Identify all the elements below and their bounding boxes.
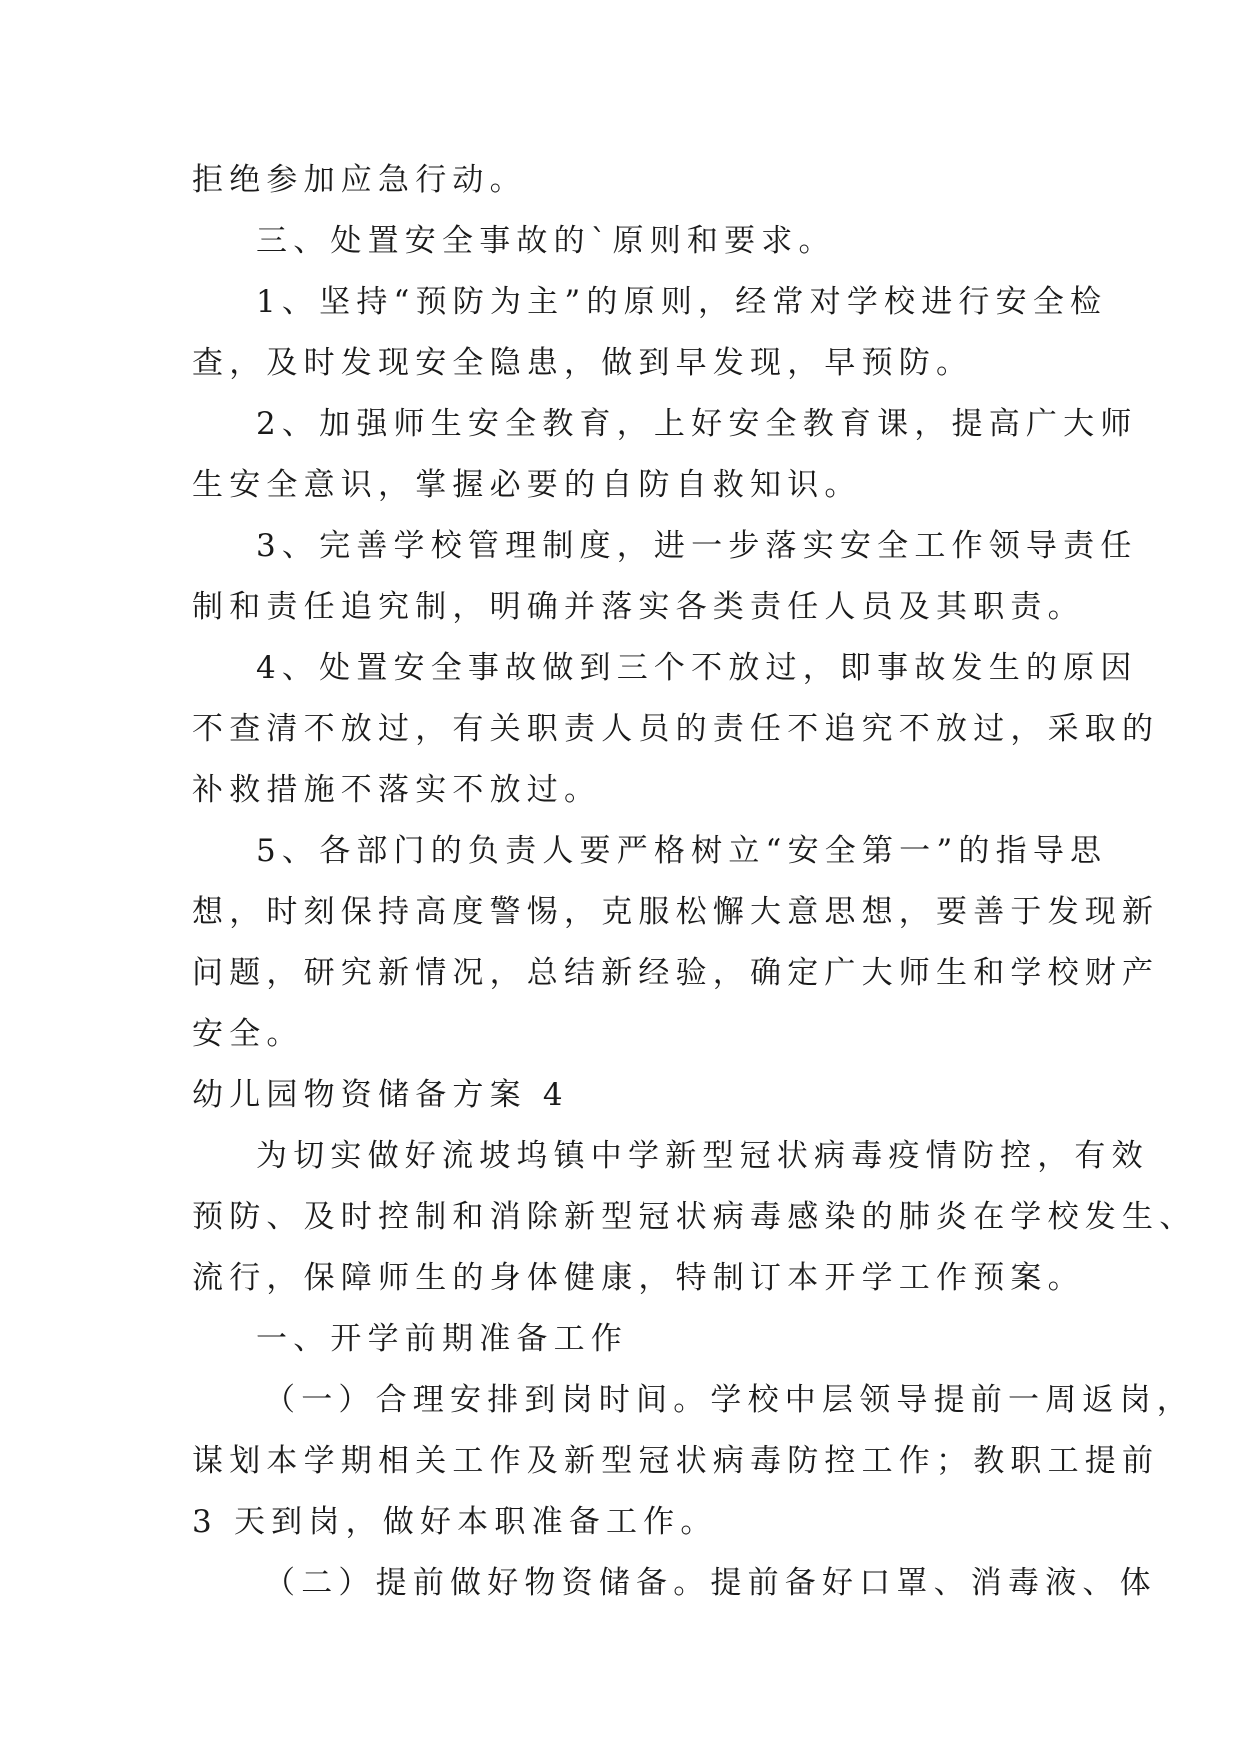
document-page	[192, 150, 1197, 1614]
text-line: 流行，保障师生的身体健康，特制订本开学工作预案。	[192, 1260, 1085, 1296]
text-line: 查，及时发现安全隐患，做到早发现，早预防。	[192, 345, 974, 381]
text-line: 1、坚持“预防为主”的原则，经常对学校进行安全检	[256, 284, 1108, 320]
section-heading: 三、处置安全事故的`原则和要求。	[256, 223, 836, 259]
document-title: 幼儿园物资储备方案 4	[192, 1077, 569, 1113]
text-line: 2、加强师生安全教育，上好安全教育课，提高广大师	[256, 406, 1138, 442]
text-line: 想，时刻保持高度警惕，克服松懈大意思想，要善于发现新	[192, 894, 1160, 930]
text-line: 问题，研究新情况，总结新经验，确定广大师生和学校财产	[192, 955, 1160, 991]
text-line: 安全。	[192, 1016, 304, 1052]
text-line: 4、处置安全事故做到三个不放过，即事故发生的原因	[256, 650, 1138, 686]
text-line: （二）提前做好物资储备。提前备好口罩、消毒液、体	[264, 1565, 1157, 1601]
text-line: 生安全意识，掌握必要的自防自救知识。	[192, 467, 862, 503]
text-line: 制和责任追究制，明确并落实各类责任人员及其职责。	[192, 589, 1085, 625]
text-line: 不查清不放过，有关职责人员的责任不追究不放过，采取的	[192, 711, 1160, 747]
text-line: 3、完善学校管理制度，进一步落实安全工作领导责任	[256, 528, 1138, 564]
text-line: （一）合理安排到岗时间。学校中层领导提前一周返岗，	[264, 1382, 1194, 1418]
text-line: 谋划本学期相关工作及新型冠状病毒防控工作；教职工提前	[192, 1443, 1160, 1479]
text-line: 3 天到岗，做好本职准备工作。	[192, 1504, 718, 1540]
text-line: 补救措施不落实不放过。	[192, 772, 602, 808]
text-line: 为切实做好流坡坞镇中学新型冠状病毒疫情防控，有效	[256, 1138, 1149, 1174]
section-heading: 一、开学前期准备工作	[256, 1321, 628, 1357]
text-line: 5、各部门的负责人要严格树立“安全第一”的指导思	[256, 833, 1108, 869]
text-line: 预防、及时控制和消除新型冠状病毒感染的肺炎在学校发生、	[192, 1199, 1197, 1235]
text-line: 拒绝参加应急行动。	[192, 162, 527, 198]
